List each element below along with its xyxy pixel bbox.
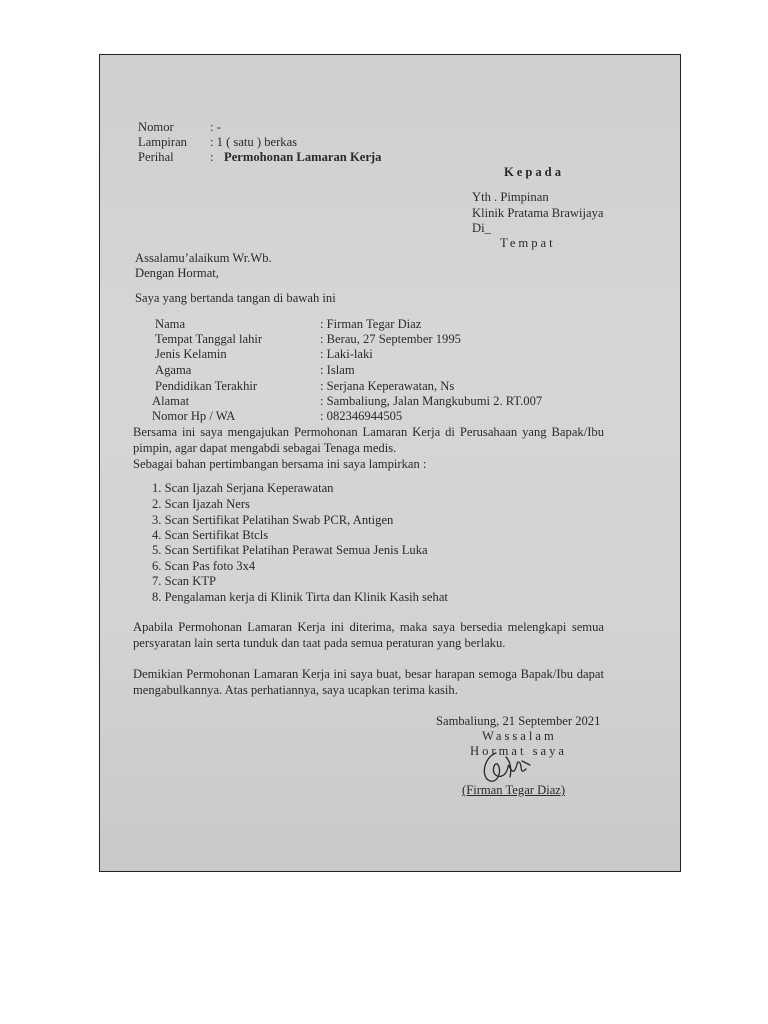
recipient-org: Klinik Pratama Brawijaya (472, 206, 604, 220)
body3-line1: Demikian Permohonan Lamaran Kerja ini saya buat, besar harapan semoga Bapak/Ibu dapat (133, 667, 604, 681)
identity-label: Alamat (152, 394, 190, 408)
identity-label: Nomor Hp / WA (152, 409, 236, 423)
nomor-label: Nomor (138, 120, 174, 134)
body3-line2: mengabulkannya. Atas perhatiannya, saya ucapkan terima kasih. (133, 683, 458, 697)
nomor-value: : - (210, 120, 221, 134)
identity-value: : Berau, 27 September 1995 (320, 332, 461, 346)
recipient-di: Di_ (472, 221, 491, 235)
identity-value: : Islam (320, 363, 355, 377)
identity-value: : Sambaliung, Jalan Mangkubumi 2. RT.007 (320, 394, 543, 408)
attachment-item: 5. Scan Sertifikat Pelatihan Perawat Semua Jenis Luka (152, 543, 428, 557)
identity-value: : Firman Tegar Diaz (320, 317, 422, 331)
greeting-salam: Assalamu’alaikum Wr.Wb. (135, 251, 272, 265)
recipient-yth: Yth . Pimpinan (472, 190, 549, 204)
identity-label: Jenis Kelamin (155, 347, 227, 361)
identity-value: : Serjana Keperawatan, Ns (320, 379, 455, 393)
body2-line2: persyaratan lain serta tunduk dan taat pada semua peraturan yang berlaku. (133, 636, 506, 650)
greeting-hormat: Dengan Hormat, (135, 266, 219, 280)
perihal-value: Permohonan Lamaran Kerja (224, 150, 382, 164)
closing-name: (Firman Tegar Diaz) (462, 783, 566, 797)
attachment-item: 3. Scan Sertifikat Pelatihan Swab PCR, Antigen (152, 513, 394, 527)
attachment-item: 8. Pengalaman kerja di Klinik Tirta dan Klinik Kasih sehat (152, 590, 448, 604)
identity-label: Pendidikan Terakhir (155, 379, 258, 393)
attachment-item: 1. Scan Ijazah Serjana Keperawatan (152, 481, 334, 495)
attachment-item: 7. Scan KTP (152, 574, 217, 588)
attachment-item: 2. Scan Ijazah Ners (152, 497, 250, 511)
kepada: Kepada (504, 165, 564, 179)
body1-line1: Bersama ini saya mengajukan Permohonan Lamaran Kerja di Perusahaan yang Bapak/Ibu (133, 425, 604, 439)
identity-value: : 082346944505 (320, 409, 403, 423)
attachment-item: 6. Scan Pas foto 3x4 (152, 559, 256, 573)
body1-line2: pimpin, agar dapat mengabdi sebagai Tenaga medis. (133, 441, 397, 455)
lampiran-label: Lampiran (138, 135, 187, 149)
identity-value: : Laki-laki (320, 347, 373, 361)
identity-label: Tempat Tanggal lahir (155, 332, 263, 346)
identity-label: Nama (155, 317, 186, 331)
closing-wassalam: Wassalam (482, 729, 557, 743)
attachment-item: 4. Scan Sertifikat Btcls (152, 528, 269, 542)
identity-label: Agama (155, 363, 192, 377)
closing-hormat: Hormat saya (470, 744, 567, 758)
lampiran-value: : 1 ( satu ) berkas (210, 135, 298, 149)
closing-place-date: Sambaliung, 21 September 2021 (436, 714, 601, 728)
body1-line3: Sebagai bahan pertimbangan bersama ini saya lampirkan : (133, 457, 427, 471)
intro-text: Saya yang bertanda tangan di bawah ini (135, 291, 336, 305)
recipient-tempat: Tempat (500, 236, 556, 250)
perihal-label: Perihal (138, 150, 174, 164)
body2-line1: Apabila Permohonan Lamaran Kerja ini diterima, maka saya bersedia melengkapi semua (133, 620, 604, 634)
letter-sheet (99, 54, 681, 872)
perihal-colon: : (210, 150, 214, 164)
